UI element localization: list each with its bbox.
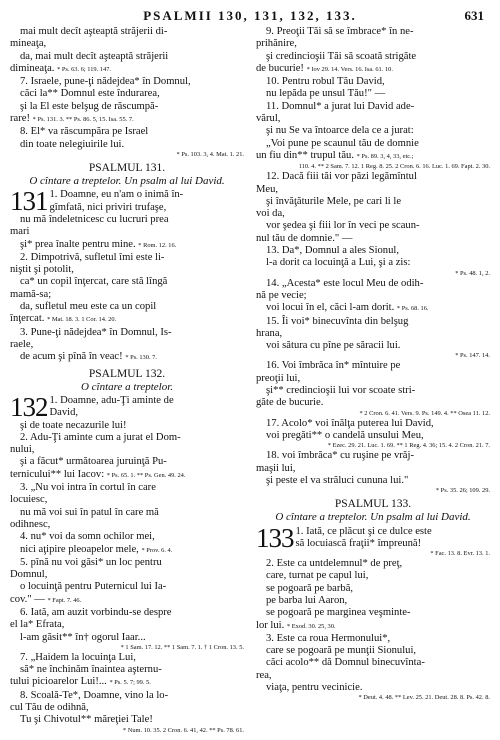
verse-line xyxy=(256,682,490,694)
verse-line xyxy=(256,595,490,607)
verse-line xyxy=(256,316,490,328)
verse-text: 11. Domnul* a jurat lui David ade- xyxy=(266,100,415,112)
verse-line xyxy=(10,276,244,288)
verse-text: 12. Dacă fiii tăi vor păzi legămîntul xyxy=(266,171,417,183)
cross-reference: * Num. 10. 35. 2 Cron. 6. 41, 42. ** Ps. 78. 61. xyxy=(122,726,244,734)
psalm-133-subtitle: O cîntare a treptelor. Un psalm al lui David. xyxy=(275,511,471,524)
verse-text: căci acolo** dă Domnul binecuvînta- xyxy=(266,657,425,669)
verse-text: nu mă voi sui în patul în care mă xyxy=(20,506,159,518)
verse-line xyxy=(10,214,244,226)
verse-text: se pogoară pe barbă, xyxy=(266,582,354,594)
verse-line xyxy=(10,507,244,519)
verse-line xyxy=(10,139,244,151)
verse-line xyxy=(10,569,244,581)
verse-text: căci la** Domnul este îndurarea, xyxy=(20,88,160,100)
psalm-133-opening xyxy=(256,522,490,553)
verse-line xyxy=(256,340,490,352)
psalm-132 xyxy=(10,368,244,735)
verse-line xyxy=(10,544,244,557)
cross-reference: * Ps. 68. 16. xyxy=(396,305,429,313)
verse-line xyxy=(10,252,244,264)
verse-text: hrana, xyxy=(256,327,283,339)
psalm-132-title: PSALMUL 132. xyxy=(88,367,166,380)
verse-text: Domnul, xyxy=(10,569,48,581)
verse-text: prihănire, xyxy=(256,38,297,50)
verse-text: da, mai mult decît aşteaptă străjerii xyxy=(20,50,169,62)
psalm-133 xyxy=(256,498,490,702)
verse-line xyxy=(256,113,490,125)
verse-line xyxy=(256,290,490,302)
verse-line: 1. Doamne, eu n'am o inimă în- xyxy=(49,189,184,201)
cross-reference: * Fac. 13. 8. Evr. 13. 1. xyxy=(430,550,490,558)
verse-line xyxy=(256,373,490,385)
verse-text: mamă-sa; xyxy=(10,288,52,300)
running-head: PSALMII 130, 131, 132, 133. xyxy=(143,8,357,23)
verse-line xyxy=(256,645,490,657)
cross-reference: * 1 Sam. 17. 12. ** 1 Sam. 7. 1. † 1 Cron. 13. 5. xyxy=(120,643,244,651)
verse-text: şi la El este belşug de răscumpă- xyxy=(20,100,159,112)
verse-line xyxy=(10,581,244,593)
verse-text: 7. Israele, pune-ţi nădejdea* în Domnul, xyxy=(20,76,191,88)
verse-line xyxy=(10,519,244,531)
verse-text: ternicului** lui Iacov: xyxy=(10,468,105,480)
verse-line: 1. Iată, ce plăcut şi ce dulce este xyxy=(295,525,432,537)
verse-line xyxy=(256,430,490,442)
text-columns xyxy=(10,26,490,735)
verse-line xyxy=(256,245,490,257)
verse-text: nu lepăda pe unsul Tău!" — xyxy=(266,88,386,100)
verse-text: voi sătura cu pîne pe săracii lui. xyxy=(266,340,401,352)
verse-text: de acum şi pînă în veac! xyxy=(20,351,123,363)
verse-line xyxy=(256,302,490,315)
verse-line xyxy=(10,444,244,456)
psalm-132-subtitle: O cîntare a treptelor. xyxy=(80,380,174,393)
verse-text: mai mult decît aşteaptă străjerii di- xyxy=(20,26,168,37)
verse-line xyxy=(10,594,244,607)
verse-line xyxy=(256,670,490,682)
cross-reference: * Ps. 65. 1. ** Ps. Gen. 49. 24. xyxy=(106,471,186,479)
verse-text: rea, xyxy=(256,669,272,681)
verse-text: care se pogoară pe munţii Sionului, xyxy=(266,645,417,657)
verse-line xyxy=(256,360,490,372)
verse-text: 17. Acolo* voi înălţa puterea lui David, xyxy=(266,417,434,429)
verse-line xyxy=(10,339,244,351)
verse-text: 2. Adu-Ţi aminte cum a jurat el Dom- xyxy=(20,431,181,443)
verse-text: şi de toate necazurile lui! xyxy=(20,419,127,431)
verse-text: să* ne închinăm înaintea aşternu- xyxy=(20,664,162,676)
verse-text: 14. „Acesta* este locul Meu de odih- xyxy=(266,277,424,289)
verse-text: înţercat. xyxy=(10,313,45,325)
verse-text: vor şedea şi fiii lor în veci pe scaun- xyxy=(266,220,420,232)
verse-text: şi a făcut* următoarea juruinţă Pu- xyxy=(20,456,167,468)
verse-line xyxy=(10,619,244,631)
verse-text: cov." — xyxy=(10,593,45,605)
verse-text: 7. „Haidem la locuinţa Lui, xyxy=(20,651,136,663)
verse-text: lor lui. xyxy=(256,619,285,631)
verse-line xyxy=(256,633,490,645)
verse-line xyxy=(10,101,244,113)
psalm-131-opening xyxy=(10,186,244,217)
verse-line xyxy=(256,101,490,113)
verse-line xyxy=(256,220,490,232)
verse-line xyxy=(10,313,244,326)
verse-line: gîmfată, nici priviri trufaşe, xyxy=(49,201,167,213)
verse-line xyxy=(10,126,244,138)
cross-reference: * Fapt. 7. 46. xyxy=(47,596,82,604)
verse-line xyxy=(10,301,244,313)
verse-text: şi* prea înalte pentru mine. xyxy=(20,238,136,250)
verse-line xyxy=(256,26,490,38)
verse-line xyxy=(256,88,490,100)
verse-line xyxy=(256,607,490,619)
verse-text: nă pe vecie; xyxy=(256,289,307,301)
psalm-131-verses xyxy=(10,214,244,365)
verse-line xyxy=(10,289,244,301)
verse-text: 15. Îi voi* binecuvînta din belşug xyxy=(266,315,409,327)
cross-reference: * Ps. 89. 3, 4, 33, etc.; xyxy=(356,152,414,160)
verse-text: voi pregăti** o candelă unsului Meu, xyxy=(266,429,424,441)
verse-line xyxy=(10,714,244,726)
verse-text: nu mă îndeletnicesc cu lucruri prea xyxy=(20,213,169,225)
verse-text: se pogoară pe marginea veşminte- xyxy=(266,607,411,619)
verse-line xyxy=(256,570,490,582)
verse-text: nul tău de domnie." — xyxy=(256,232,353,244)
psalm-132-continued xyxy=(256,26,490,495)
verse-text: preoţii lui, xyxy=(256,372,301,384)
verse-line xyxy=(256,397,490,409)
verse-text: l-a dorit ca locuinţă a Lui, şi a zis: xyxy=(266,257,411,269)
verse-text: 8. El* va răscumpăra pe Israel xyxy=(20,126,149,138)
verse-line xyxy=(10,76,244,88)
cross-reference: * Ps. 147. 14. xyxy=(455,352,490,360)
right-column xyxy=(256,26,490,735)
verse-text: 6. Iată, am auzit vorbindu-se despre xyxy=(20,606,172,618)
verse-line xyxy=(10,664,244,676)
verse-line: David, xyxy=(49,407,79,419)
verse-text: locuiesc, xyxy=(10,494,48,506)
verse-text: şi credincioşii Tăi să scoată strigăte xyxy=(266,50,417,62)
psalm-133-number: 133 xyxy=(256,522,294,553)
verse-line xyxy=(10,557,244,569)
verse-line xyxy=(256,138,490,150)
verse-text: vărul, xyxy=(256,113,281,125)
verse-line xyxy=(256,125,490,137)
cross-reference: * Iov 29. 14. Vers. 16. Isa. 61. 10. xyxy=(306,65,393,73)
verse-text: nului, xyxy=(10,444,35,456)
verse-text: maşii lui, xyxy=(256,462,296,474)
verse-text: 10. Pentru robul Tău David, xyxy=(266,76,385,88)
verse-line xyxy=(10,327,244,339)
verse-text: pe barba lui Aaron, xyxy=(266,594,348,606)
verse-text: viaţa, pentru vecinicie. xyxy=(266,682,363,694)
psalm-133-title: PSALMUL 133. xyxy=(334,498,412,511)
page-header xyxy=(10,6,490,26)
cross-reference: * Ps. 103. 3, 4. Mat. 1. 21. xyxy=(176,150,244,158)
verse-text: 13. Da*, Domnul a ales Sionul, xyxy=(266,245,399,257)
verse-line xyxy=(256,657,490,669)
verse-text: 5. pînă nu voi găsi* un loc pentru xyxy=(20,556,162,568)
psalm-132-opening xyxy=(10,391,244,422)
verse-line xyxy=(256,583,490,595)
cross-reference: * Ps. 63. 6; 119. 147. xyxy=(57,65,111,73)
verse-text: el la* Efrata, xyxy=(10,619,65,631)
verse-text: mari xyxy=(10,226,30,238)
verse-line xyxy=(256,171,490,183)
cross-reference: * Ps. 131. 3. ** Ps. 86. 5, 15. Isa. 55. 7. xyxy=(32,116,134,124)
verse-text: l-am găsit** în† ogorul Iaar... xyxy=(20,631,146,643)
verse-line xyxy=(256,558,490,570)
verse-text: cul Tău de odihnă, xyxy=(10,702,89,714)
verse-text: şi învăţăturile Mele, pe cari li le xyxy=(266,195,402,207)
verse-text: ca* un copil înţercat, care stă lîngă xyxy=(20,276,168,288)
psalm-133-verses xyxy=(256,558,490,702)
cross-reference: * Exod. 30. 25, 30. xyxy=(286,622,336,630)
verse-line xyxy=(10,469,244,482)
psalm-131-number: 131 xyxy=(10,186,48,217)
verse-line xyxy=(10,702,244,714)
psalm-132-verses xyxy=(10,420,244,735)
verse-text: 3. Este ca roua Hermonului*, xyxy=(266,632,391,644)
verse-line xyxy=(256,450,490,462)
verse-text: tului picioarelor Lui!... xyxy=(10,676,107,688)
verse-line xyxy=(10,676,244,689)
verse-line xyxy=(10,26,244,38)
verse-line xyxy=(10,531,244,543)
verse-line xyxy=(10,239,244,252)
verse-line xyxy=(256,328,490,340)
verse-text: care, turnat pe capul lui, xyxy=(266,570,369,582)
cross-reference: * Deut. 4. 48. ** Lev. 25. 21. Deut. 28. 8. Ps. 42. 8. xyxy=(358,694,490,702)
verse-text: odihnesc, xyxy=(10,518,51,530)
verse-line xyxy=(10,113,244,126)
verse-text: Tu şi Chivotul** măreţiei Tale! xyxy=(20,714,153,726)
verse-line xyxy=(10,51,244,63)
verse-line xyxy=(256,150,490,163)
verse-line xyxy=(256,257,490,269)
verse-text: 3. „Nu voi intra în cortul în care xyxy=(20,482,156,494)
verse-line xyxy=(10,264,244,276)
verse-line: să locuiască fraţii* împreună! xyxy=(295,537,422,549)
verse-line xyxy=(256,475,490,487)
verse-text: o locuinţă pentru Puternicul lui Ia- xyxy=(20,581,167,593)
verse-text: şi nu Se va întoarce dela ce a jurat: xyxy=(266,125,414,137)
left-column xyxy=(10,26,244,735)
verse-text: voi locui în el, căci l-am dorit. xyxy=(266,302,395,314)
verse-line xyxy=(10,432,244,444)
verse-line xyxy=(10,63,244,76)
verse-text: 4. nu* voi da somn ochilor mei, xyxy=(20,531,155,543)
verse-text: găte de bucurie. xyxy=(256,397,324,409)
verse-line xyxy=(10,652,244,664)
verse-line xyxy=(10,351,244,364)
psalm-132-number: 132 xyxy=(10,391,48,422)
page-number: 631 xyxy=(464,8,484,23)
verse-text: voi da, xyxy=(256,208,285,220)
verse-text: rare! xyxy=(10,113,30,125)
psalm-131-title: PSALMUL 131. xyxy=(88,161,166,174)
verse-line xyxy=(256,51,490,63)
verse-line xyxy=(256,418,490,430)
verse-text: de bucurie! xyxy=(256,62,304,74)
cross-reference: * Prov. 6. 4. xyxy=(141,546,173,554)
verse-line xyxy=(10,226,244,238)
psalm-131-subtitle: O cîntare a treptelor. Un psalm al lui David. xyxy=(29,174,225,187)
verse-line xyxy=(256,38,490,50)
verse-text: dimineaţa. xyxy=(10,62,55,74)
psalm-131 xyxy=(10,162,244,365)
verse-line xyxy=(10,88,244,100)
verse-line xyxy=(256,63,490,76)
cross-reference: * Ps. 5. 7; 99. 5. xyxy=(109,679,151,687)
verse-text: şi** credincioşii lui vor scoate stri- xyxy=(266,385,416,397)
verse-line: 1. Doamne, adu-Ţi aminte de xyxy=(49,394,174,406)
verse-line xyxy=(256,620,490,633)
verse-text: 2. Dimpotrivă, sufletul îmi este li- xyxy=(20,251,165,263)
verse-line xyxy=(256,76,490,88)
cross-reference: 110. 4. ** 2 Sam. 7. 12. 1 Reg. 8. 25. 2 Cron. 6. 16. Luc. 1. 69. Fapt. 2. 30. xyxy=(298,163,490,171)
verse-text: şi peste el va străluci cununa lui." xyxy=(266,474,409,486)
cross-reference: * 2 Cron. 6. 41. Vers. 9. Ps. 149. 4. ** Osea 11. 12. xyxy=(359,409,490,417)
cross-reference: * Mat. 18. 3. 1 Cor. 14. 20. xyxy=(47,316,117,324)
verse-text: raele, xyxy=(10,338,34,350)
verse-text: 16. Voi îmbrăca în* mîntuire pe xyxy=(266,360,401,372)
verse-line xyxy=(10,38,244,50)
verse-line xyxy=(256,196,490,208)
verse-line xyxy=(256,233,490,245)
verse-line xyxy=(256,208,490,220)
verse-line xyxy=(256,184,490,196)
verse-text: nici aţipire pleoapelor mele, xyxy=(20,543,139,555)
verse-text: mineaţa, xyxy=(10,38,47,50)
psalm-130-ending xyxy=(10,26,244,159)
verse-line xyxy=(10,632,244,644)
cross-reference: * Rom. 12. 16. xyxy=(138,241,177,249)
cross-reference: * Ps. 130. 7. xyxy=(125,354,157,362)
verse-text: „Voi pune pe scaunul tău de domnie xyxy=(266,137,419,149)
verse-text: niştit şi potolit, xyxy=(10,264,74,276)
verse-text: 9. Preoţii Tăi să se îmbrace* în ne- xyxy=(266,26,414,37)
verse-text: 18. voi îmbrăca* cu ruşine pe vrăj- xyxy=(266,450,414,462)
verse-line xyxy=(256,463,490,475)
cross-reference: * Ps. 48. 1, 2. xyxy=(455,269,490,277)
verse-text: un fiu din** trupul tău. xyxy=(256,149,354,161)
verse-line xyxy=(10,482,244,494)
verse-text: 8. Scoală-Te*, Doamne, vino la lo- xyxy=(20,689,169,701)
verse-line xyxy=(10,607,244,619)
verse-text: da, sufletul meu este ca un copil xyxy=(20,301,157,313)
verse-text: 3. Pune-ţi nădejdea* în Domnul, Is- xyxy=(20,326,172,338)
verse-line xyxy=(10,494,244,506)
cross-reference: * Ezec. 29. 21. Luc. 1. 69. ** 1 Reg. 4. 36; 15. 4. 2 Cron. 21. 7. xyxy=(327,442,490,450)
verse-text: din toate nelegiuirile lui. xyxy=(20,138,125,150)
verse-line xyxy=(256,385,490,397)
verse-line xyxy=(10,420,244,432)
verse-line xyxy=(10,690,244,702)
cross-reference: * Ps. 35. 26; 109. 29. xyxy=(435,487,490,495)
verse-line xyxy=(10,456,244,468)
verse-text: 2. Este ca untdelemnul* de preţ, xyxy=(266,558,403,570)
verse-line xyxy=(256,278,490,290)
verse-text: Meu, xyxy=(256,183,279,195)
